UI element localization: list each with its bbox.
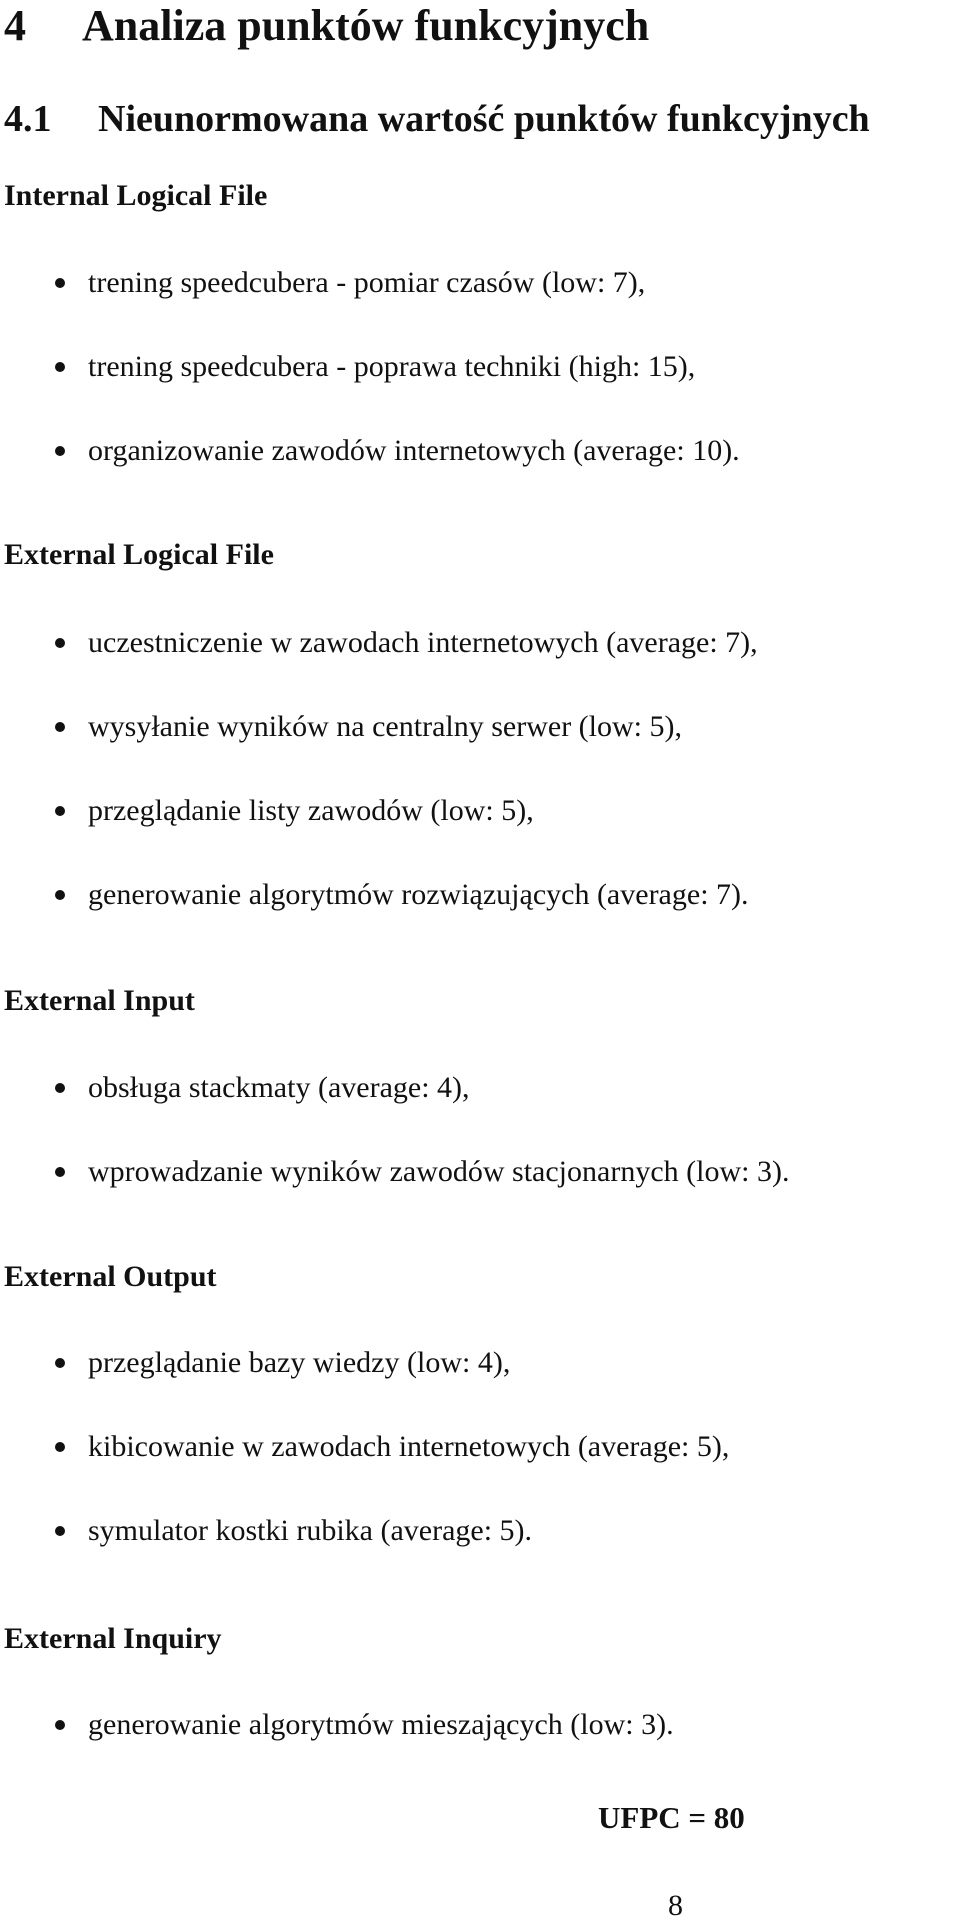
list-item-text: wysyłanie wyników na centralny serwer (low: 5),	[88, 710, 682, 743]
bullet-icon	[55, 446, 65, 456]
bullet-icon	[55, 1358, 65, 1368]
bullet-icon	[55, 278, 65, 288]
item-list-external-inquiry	[0, 1707, 674, 1791]
list-item	[0, 877, 758, 961]
list-item-text: przeglądanie listy zawodów (low: 5),	[88, 794, 534, 827]
bullet-icon	[55, 1442, 65, 1452]
chapter-title	[4, 0, 649, 52]
bullet-icon	[55, 722, 65, 732]
bullet-icon	[55, 1720, 65, 1730]
bullet-icon	[55, 806, 65, 816]
list-item	[0, 1345, 729, 1429]
list-item	[0, 1070, 789, 1154]
section-title-text: Nieunormowana wartość punktów funkcyjnych	[98, 98, 870, 140]
list-item	[0, 265, 740, 349]
list-item	[0, 1513, 729, 1597]
group-heading-internal-logical-file: Internal Logical File	[4, 179, 268, 212]
bullet-icon	[55, 1167, 65, 1177]
item-list-external-input	[0, 1070, 789, 1238]
bullet-icon	[55, 1083, 65, 1093]
list-item-text: kibicowanie w zawodach internetowych (average: 5),	[88, 1430, 730, 1463]
list-item	[0, 1707, 674, 1791]
chapter-number: 4	[4, 1, 26, 50]
list-item-text: generowanie algorytmów mieszających (low: 3).	[88, 1708, 674, 1741]
chapter-title-text: Analiza punktów funkcyjnych	[82, 1, 650, 50]
page-number: 8	[668, 1889, 683, 1922]
section-number: 4.1	[4, 98, 52, 140]
bullet-icon	[55, 362, 65, 372]
list-item	[0, 793, 758, 877]
list-item-text: trening speedcubera - poprawa techniki (high: 15),	[88, 350, 696, 383]
section-title	[4, 96, 870, 142]
bullet-icon	[55, 890, 65, 900]
list-item-text: generowanie algorytmów rozwiązujących (average: 7).	[88, 878, 749, 911]
bullet-icon	[55, 638, 65, 648]
list-item-text: trening speedcubera - pomiar czasów (low: 7),	[88, 266, 646, 299]
group-heading-external-input: External Input	[4, 984, 195, 1017]
item-list-external-logical-file	[0, 625, 758, 961]
list-item-text: uczestniczenie w zawodach internetowych (average: 7),	[88, 626, 758, 659]
group-heading-external-logical-file: External Logical File	[4, 538, 274, 571]
group-heading-external-inquiry: External Inquiry	[4, 1622, 222, 1655]
list-item	[0, 433, 740, 517]
list-item	[0, 1429, 729, 1513]
group-heading-external-output: External Output	[4, 1260, 217, 1293]
list-item	[0, 349, 740, 433]
list-item-text: przeglądanie bazy wiedzy (low: 4),	[88, 1346, 511, 1379]
item-list-external-output	[0, 1345, 729, 1597]
list-item-text: wprowadzanie wyników zawodów stacjonarnych (low: 3).	[88, 1155, 790, 1188]
list-item-text: obsługa stackmaty (average: 4),	[88, 1071, 470, 1104]
list-item	[0, 709, 758, 793]
bullet-icon	[55, 1526, 65, 1536]
list-item	[0, 625, 758, 709]
ufpc-result: UFPC = 80	[598, 1800, 745, 1835]
list-item	[0, 1154, 789, 1238]
item-list-internal-logical-file	[0, 265, 740, 517]
list-item-text: symulator kostki rubika (average: 5).	[88, 1514, 533, 1547]
list-item-text: organizowanie zawodów internetowych (average: 10).	[88, 434, 740, 467]
